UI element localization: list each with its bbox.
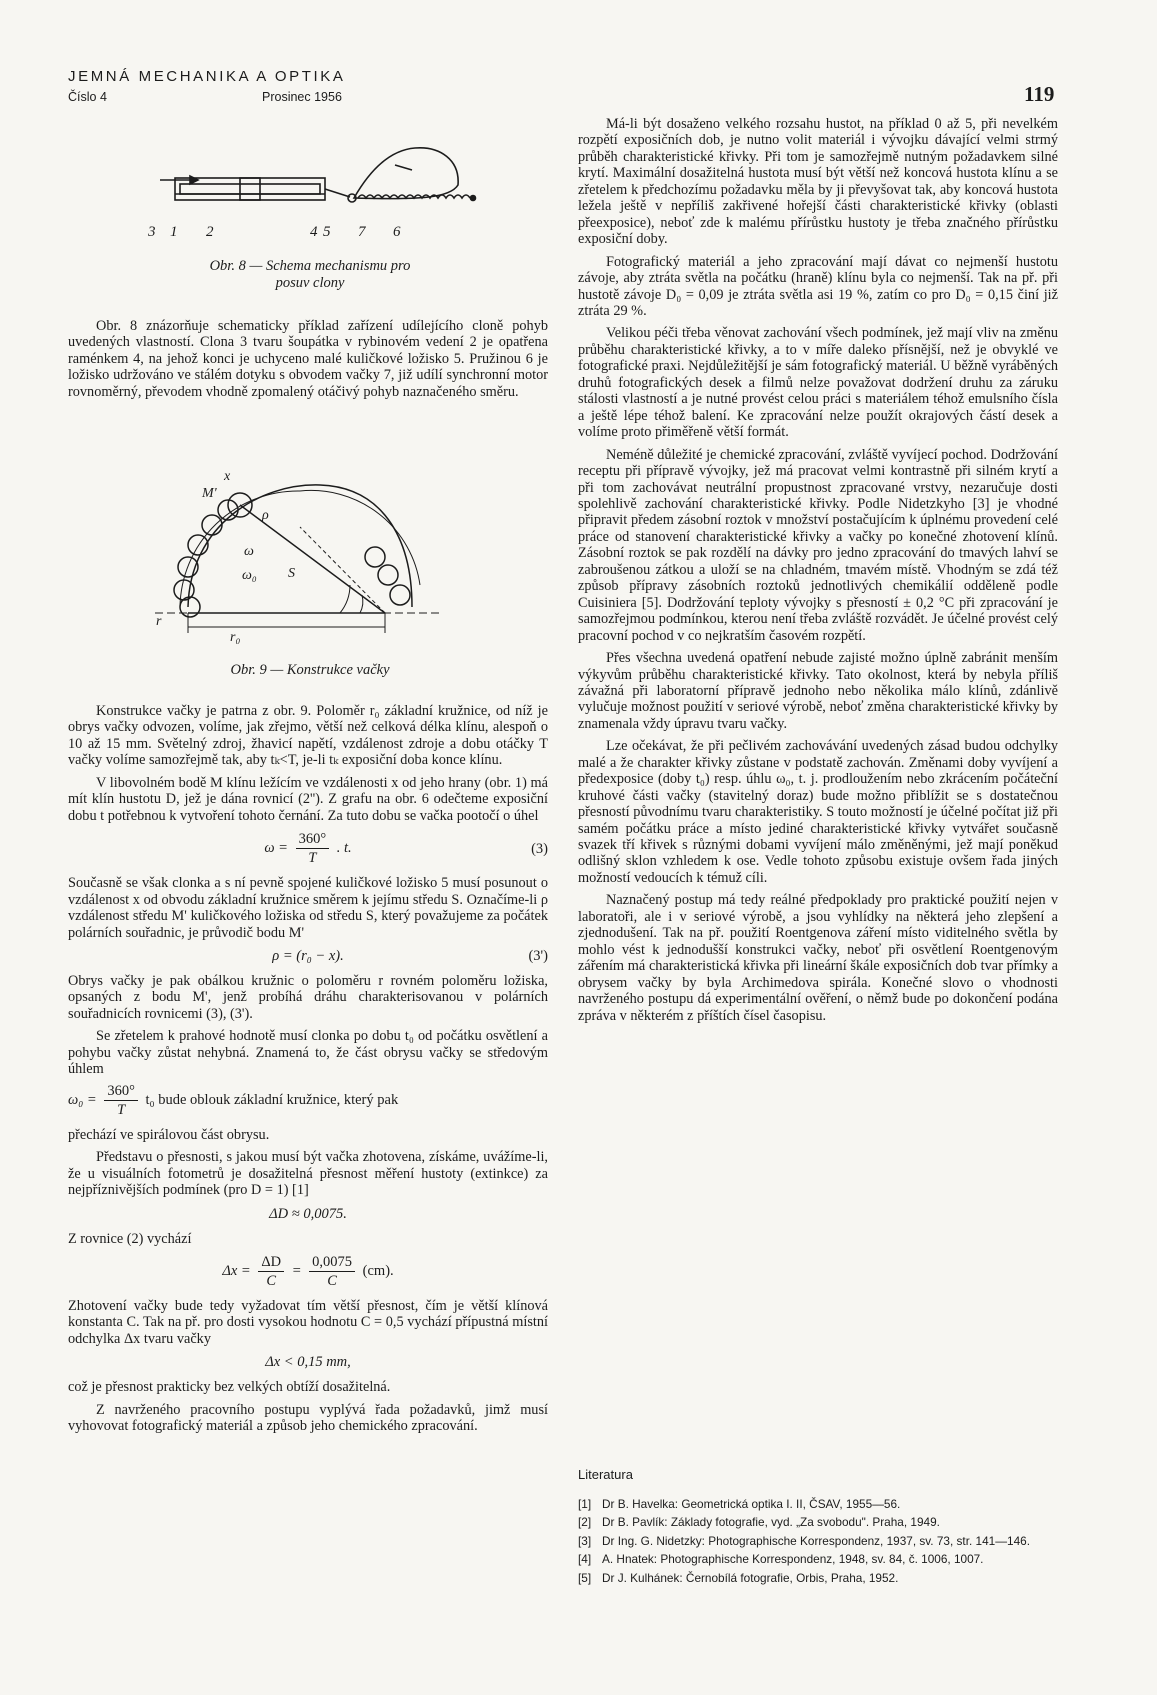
slide-block: [240, 178, 260, 200]
eq6-fraction-1: $\frac{\Delta D}{C}$: [258, 1253, 284, 1290]
paragraph: Neméně důležité je chemické zpracování, zvláště vyvíjecí pochod. Dodržování receptu při přípravě vývojky, jež má pracovat velmi kontrastně při silném krytí a při tom zachovávat neutrální propustnost zpracované vrstvy, nezaručuje dosti spolehlivě zachování charakteristické křivky. Podle Nidetzkyho [3] je vhodné připravit předem zásobní roztok v množství postačujícím k úplnému provedení celé práce od stanovení charakteristické křivky a vačky po konečné zhotovení klínů. Zásobní roztok se pak rozdělí na dávky pro jedno zpracování do tmavých lahví se zabroušenou zátkou a uloží se na chladném, tmavém místě. Vhodným se zdá též způsob přípravy zásobních roztoků jednotlivých chemikálií odděleně podle Cuisiniera [5]. Dodržování teploty vývojky s přesností ± 0,2 °C při zpracování je samozřejmou podmínkou, kterou není třeba zvláště rozvádět. Je účelné provést celý pracovní pochod v co nejkratším časovém rozpětí.: [578, 446, 1058, 644]
right-column: [578, 116, 1058, 1030]
bearing-circle: [202, 515, 222, 535]
paragraph: Z rovnice (2) vychází: [68, 1230, 192, 1247]
paragraph: což je přesnost prakticky bez velkých obtíží dosažitelná.: [68, 1379, 391, 1396]
left-column-bottom: [68, 703, 548, 1441]
arm: [325, 189, 350, 197]
fig9-label-r: r: [156, 614, 162, 629]
page-number: 119: [1024, 82, 1055, 106]
fig8-label-5: 5: [323, 224, 331, 240]
references: [578, 1468, 1058, 1589]
equation-6: Δx = $\frac{\Delta D}{C}$ = $\frac{0,0075}{C}$ (cm).: [222, 1253, 394, 1289]
shutter-slide: [180, 184, 320, 194]
outer-arc: [300, 490, 420, 585]
paragraph: Obrys vačky je pak obálkou kružnic o poloměru r rovném poloměru ložiska, opsaných z bodu M', jenž probíhá dráhu charakterisovanou v polárních souřadnicích rovnicemi (3), (3').: [68, 972, 548, 1022]
eq6-fraction-2: $\frac{0,0075}{C}$: [309, 1253, 355, 1290]
reference-item: [1] Dr B. Havelka: Geometrická optika I. II, ČSAV, 1955—56.: [578, 1496, 901, 1511]
spring-anchor: [471, 196, 476, 201]
spring: [358, 195, 470, 198]
paragraph: Představu o přesnosti, s jakou musí být vačka zhotovena, získáme, uvážíme-li, že u visuálních fotometrů je dosažitelná přesnost měření hustoty (extinkce) za nejpříznivějších podmínek (pro D = 1) [1]: [68, 1149, 548, 1199]
paragraph: Velikou péči třeba věnovat zachování všech podmínek, jež mají vliv na změnu průběhu charakteristické křivky, a to v míře daleko přísnější, než je obvyklé ve fotografické praxi. Nejdůležitější je sám fotografický materiál. U běžně vyráběných druhů fotografických desek a filmů nelze považovat dodržení druhu za záruku stálosti vlastností a je nutné provést celou práci s materiálem téhož emulsního čísla a ještě lépe téhož balení. Ke zpracování nelze použít okrajových částí desek a volíme proto přiměřeně větší formát.: [578, 325, 1058, 441]
fig8-label-2: 2: [206, 224, 214, 240]
fig9-label-omega0: ω₀: [242, 568, 257, 583]
light-arrow-head: [190, 176, 198, 184]
paragraph: Obr. 8 znázorňuje schematicky příklad zařízení udílejícího cloně pohyb uvedených vlastností. Clona 3 tvaru šoupátka v rybinovém vedení 2 je opatřena raménkem 4, na jehož konci je uchyceno malé kuličkové ložisko 5. Pružinou 6 je ložisko udržováno ve stálém dotyku s obvodem vačky 7, již udílí synchronní motor rovnoměrný, převodem vhodně zpomalený otáčivý pohyb naznačeného směru.: [68, 318, 548, 400]
fig8-label-1: 1: [170, 224, 178, 240]
eq4-fraction: $\frac{360^\circ}{T}$: [104, 1082, 138, 1119]
fig8-label-7: 7: [358, 224, 366, 240]
issue-date: Prosinec 1956: [262, 90, 342, 104]
paragraph: přechází ve spirálovou část obrysu.: [68, 1126, 270, 1143]
fig9-label-x: x: [224, 469, 231, 484]
paragraph: Konstrukce vačky je patrna z obr. 9. Poloměr r₀ základní kružnice, od níž je obrys vačky odvozen, volíme, jak zřejmo, větší než celková délka klínu, alespoň o 10 až 15 mm. Světelný zdroj, žhavicí napětí, vzdálenost zdroje a dobu otáčky T vačky volíme samozřejmě tak, aby tₖ<T, je-li tₖ exposiční doba konce klínu.: [68, 703, 548, 769]
paragraph: Současně se však clonka a s ní pevně spojené kuličkové ložisko 5 musí posunout o vzdálenost x od obvodu základní kružnice směrem k jejímu středu S. Označíme-li ρ vzdálenost středu M' kuličkového ložiska od středu S, který považujeme za počátek polárních souřadnic, je průvodič bodu M': [68, 875, 548, 941]
fig8-label-4: 4: [310, 224, 318, 240]
eq3-lhs: ω =: [264, 840, 288, 856]
equation-3b: ρ = (r₀ − x). (3'): [272, 947, 548, 964]
eq3-rhs: . t.: [336, 840, 352, 856]
paragraph: Fotografický materiál a jeho zpracování mají dávat co nejmenší hustotu závoje, aby ztráta světla na počátku (hraně) klínu byla co nejmenší. Tak na př. při hustotě závoje D₀ = 0,09 je ztráta světla asi 19 %, zatím co pro D₀ = 0,15 činí již ztráta 29 %.: [578, 253, 1058, 319]
dovetail-guide: [175, 178, 325, 200]
fig9-label-rho: ρ: [262, 508, 269, 523]
paragraph: V libovolném bodě M klínu ležícím ve vzdálenosti x od jeho hrany (obr. 1) má mít klín hustotu D, jež je dána rovnicí (2''). Z grafu na obr. 6 odečteme exposiční dobu t potřebnou k vytvoření tohoto černání. Za tuto dobu se vačka pootočí o úhel: [68, 774, 548, 824]
equation-7: Δx < 0,15 mm,: [265, 1354, 351, 1371]
fig8-label-6: 6: [393, 224, 401, 240]
figure-8-caption: [130, 258, 490, 292]
reference-item: [3] Dr Ing. G. Nidetzky: Photographische Korrespondenz, 1937, sv. 73, str. 141—146.: [578, 1533, 1030, 1548]
fig9-label-omega: ω: [244, 544, 254, 559]
reference-item: [2] Dr B. Pavlík: Základy fotografie, vyd. „Za svobodu". Praha, 1949.: [578, 1515, 940, 1529]
paragraph: Přes všechna uvedená opatření nebude zajisté možno úplně zabránit menším výkyvům průběhu charakteristické křivky. Tato okolnost, která by nebyla příliš závažná při laboratorní přípravě jednoho nebo několika málo klínů, zdánlivě vylučuje možnost použití v seriové výrobě, neboť změna charakteristické křivky by znamenala vždy úpravu tvaru vačky.: [578, 650, 1058, 732]
omega-arc: [340, 585, 350, 613]
figure-8-caption-line2: posuv clony: [275, 275, 345, 291]
omega-ray: [300, 527, 385, 613]
eq3-number: (3): [531, 841, 548, 858]
fig8-label-3: 3: [148, 224, 156, 240]
equation-4: ω₀ = $\frac{360^\circ}{T}$ t₀ bude oblouk základní kružnice, který pak: [68, 1082, 399, 1118]
figure-9-caption: Obr. 9 — Konstrukce vačky: [230, 662, 390, 678]
paragraph: Naznačený postup má tedy reálné předpoklady pro praktické použití nejen v laboratoři, ale i v seriové výrobě, a jsou vyhlídky na některá jeho zlepšení a zjednodušení. Tak na př. použití Roentgenova záření místo viditelného světla by mohlo vést k jednodušší konstrukci vačky, neboť při osvětlení Roentgenovým zářením má charakteristická křivka při lineární škále exposičních dob tvar přímky a obrysem vačky by byla Archimedova spirála. Konečné slovo o vhodnosti navrženého postupu dá experimentální ověření, o němž bude po dokončení podána zpráva v některém z příštích čísel časopisu.: [578, 892, 1058, 1024]
journal-title: JEMNÁ MECHANIKA A OPTIKA: [68, 68, 346, 85]
paragraph: Má-li být dosaženo velkého rozsahu hustot, na příklad 0 až 5, při nevelkém rozpětí exposičních dob, je nutno volit materiál i vývojku dávající velmi strmý průběh charakteristické křivky. Při tom je samozřejmě nutným požadavkem silné krytí. Maximální dosažitelná hustota musí být větší než koncová hustota klínu a se zřetelem k předchozímu požadavku měla by ji převyšovat tak, aby koncová hustota ležela ještě v nepříliš zakřivené hořejší části charakteristické křivky (oblasti přeexposice), neboť zde k malému přírůstku hustoty je třeba značného přírůstku exposiční doby.: [578, 116, 1058, 248]
fig9-label-m: M': [202, 486, 217, 501]
eq3b-number: (3'): [528, 947, 548, 964]
left-column-top: [68, 318, 548, 406]
reference-item: [5] Dr J. Kulhánek: Černobílá fotografie, Orbis, Praha, 1952.: [578, 1570, 899, 1585]
paragraph: Z navrženého pracovního postupu vyplývá řada požadavků, jimž musí vyhovovat fotografický materiál a způsob jeho chemického zpracování.: [68, 1401, 548, 1435]
issue-number: Číslo 4: [68, 90, 107, 104]
rotation-arrow: [395, 165, 412, 170]
references-heading: Literatura: [578, 1467, 633, 1482]
omega0-arc: [360, 595, 363, 613]
reference-item: [4] A. Hnatek: Photographische Korrespondenz, 1948, sv. 84, č. 1006, 1007.: [578, 1552, 984, 1566]
equation-3: [68, 830, 548, 867]
paragraph: Zhotovení vačky bude tedy vyžadovat tím větší přesnost, čím je větší klínová konstanta C. Tak na př. pro dosti vysokou hodnotu C = 0,5 vychází přípustná místní odchylka Δx tvaru vačky: [68, 1297, 548, 1347]
figure-9-cam-construction: [150, 455, 440, 655]
figure-8-mechanism: [140, 140, 510, 250]
equation-5: ΔD ≈ 0,0075.: [269, 1205, 347, 1222]
figure-8-caption-line1: Obr. 8 — Schema mechanismu pro: [209, 258, 411, 274]
fig9-label-r0: r₀: [230, 630, 241, 645]
eq3-fraction: $\frac{360^\circ}{T}$: [296, 830, 330, 867]
cam: [354, 148, 458, 199]
paragraph: Se zřetelem k prahové hodnotě musí clonka po dobu t₀ od počátku osvětlení a pohybu vačky zůstat nehybná. Znamená to, že část obrysu vačky se středovým úhlem: [68, 1028, 548, 1078]
paragraph: Lze očekávat, že při pečlivém zachovávání uvedených zásad budou odchylky malé a že charakter křivky zůstane v podstatě zachován. Změnami doby vyvíjení a předexposice (doby t₀) resp. úhlu ω₀, t. j. prodloužením nebo zkrácením počáteční kruhové části vačky (stavitelný doraz) bude možno přiblížit se s dostatečnou přesností původnímu tvaru charakteristiky. S touto možností je účelné počítat již při samém počátku práce a místo jediné charakteristické křivky vytvářet současně svazek tří křivek s různými dobami vyvíjení málo změněnými, jež mají poněkud odlišný sklon vzhledem k ose. Vedle tohoto způsobu existuje ovšem řada jiných možností vedoucích k témuž cíli.: [578, 738, 1058, 886]
fig9-label-s: S: [288, 566, 295, 581]
